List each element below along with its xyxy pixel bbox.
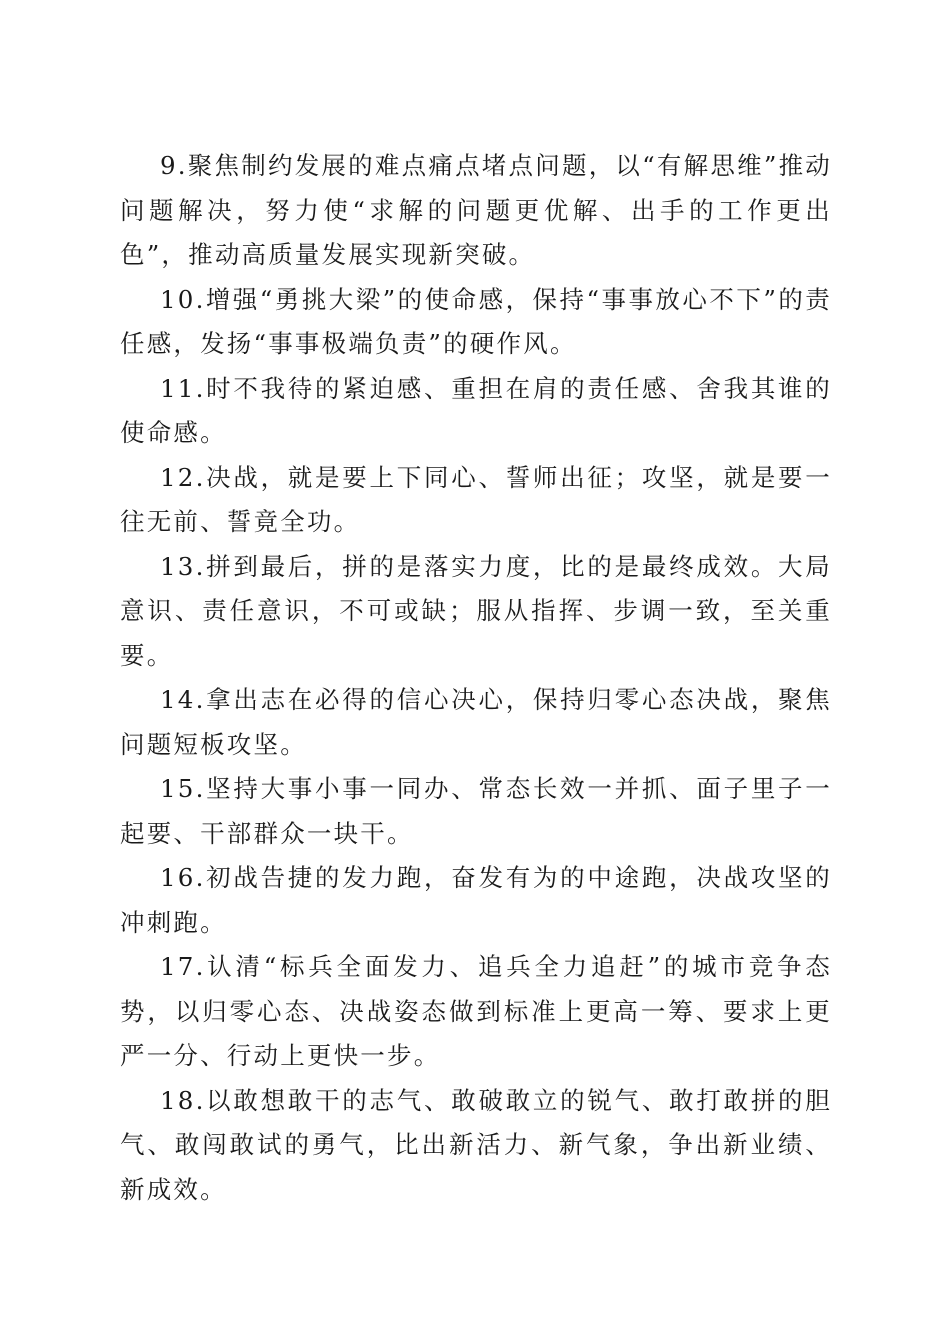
paragraph-11: 11.时不我待的紧迫感、重担在肩的责任感、舍我其谁的使命感。	[120, 373, 832, 447]
document-body	[120, 144, 832, 1212]
paragraph-18: 18.以敢想敢干的志气、敢破敢立的锐气、敢打敢拼的胆气、敢闯敢试的勇气，比出新活力、新气象，争出新业绩、新成效。	[120, 1085, 832, 1204]
paragraph-12: 12.决战，就是要上下同心、誓师出征；攻坚，就是要一往无前、誓竟全功。	[120, 462, 832, 536]
paragraph-17: 17.认清“标兵全面发力、追兵全力追赶”的城市竞争态势，以归零心态、决战姿态做到标准上更高一筹、要求上更严一分、行动上更快一步。	[120, 952, 832, 1070]
paragraph-10: 10.增强“勇挑大梁”的使命感，保持“事事放心不下”的责任感，发扬“事事极端负责”的硬作风。	[120, 284, 832, 358]
paragraph-13: 13.拼到最后，拼的是落实力度，比的是最终成效。大局意识、责任意识，不可或缺；服从指挥、步调一致，至关重要。	[120, 551, 832, 670]
paragraph-15: 15.坚持大事小事一同办、常态长效一并抓、面子里子一起要、干部群众一块干。	[120, 774, 832, 848]
paragraph-9: 9.聚焦制约发展的难点痛点堵点问题，以“有解思维”推动问题解决，努力使“求解的问题更优解、出手的工作更出色”，推动高质量发展实现新突破。	[120, 151, 832, 269]
paragraph-16: 16.初战告捷的发力跑，奋发有为的中途跑，决战攻坚的冲刺跑。	[120, 863, 832, 937]
paragraph-14: 14.拿出志在必得的信心决心，保持归零心态决战，聚焦问题短板攻坚。	[120, 685, 832, 759]
